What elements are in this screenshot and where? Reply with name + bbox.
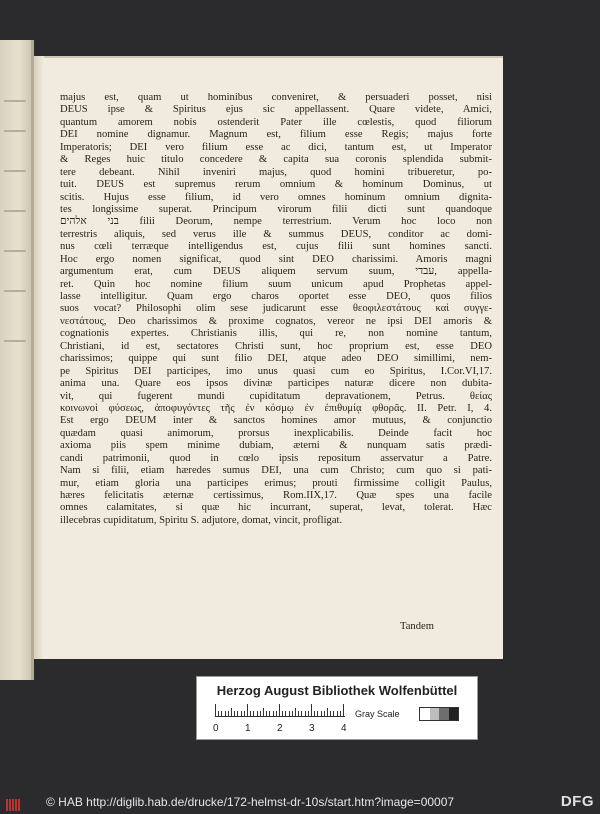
text-line: Est ergo DEUM inter & sanctos homines amor mutuus, & conjunctio [60,415,492,427]
text-line: & Reges huic titulo concedere & capita sua coronis splendida submit- [60,154,492,166]
text-line: DEUS ipse & Spiritus ejus sic appellassent. Quare videte, Amici, [60,104,492,116]
book-page [34,56,503,659]
text-line: hæres felicitatis æternæ certissimus, Rom.IIX,17. Quæ spes una facile [60,490,492,501]
scale-ruler [215,705,345,717]
catchword: Tandem [400,621,434,632]
text-line: quantum amorem nobis ostenderit Pater ille cœlestis, quod filiorum [60,116,492,128]
library-name: Herzog August Bibliothek Wolfenbüttel [216,683,458,698]
page-text-block [60,92,492,527]
text-line: Nam si filii, etiam hæredes sumus DEI, una cum Christo; cum quo si pati- [60,465,492,477]
hab-logo-icon [6,796,24,808]
gray-scale-swatches [419,707,459,721]
text-line: בני אלהים filii Deorum, nempe terrestrium. Verum hoc loco non [60,216,492,228]
text-line: tere debeant. Nihil inveniri majus, quod homini tribueretur, po- [60,166,492,178]
text-line: candi patrimonii, quod in cœlo ipsis repositum asservatur a Patre. [60,452,492,464]
text-line: suos vocat? Philosophi olim sese judicarunt esse θεοφιλεστάτους καὶ συγγε- [60,303,492,315]
text-line: κοινωνοὶ φύσεως, ἀποφυγόντες τῆς ἐν κόσμῳ ἐν ἐπιθυμίᾳ φθορᾶς. II. Petr. I, 4. [60,402,492,414]
text-line: Hoc ergo nomen significat, quod sint DEO charissimi. Amoris magni [60,253,492,265]
text-line: Imperatoris; DEI vero filium esse ac dici, tantum est, ut Imperator [60,141,492,153]
gray-scale-label: Gray Scale [355,709,400,719]
text-line: lasse intelligitur. Quam ergo charos oportet esse DEO, quos filios [60,291,492,302]
text-line: quædam quasi animorum, prorsus inexplicabilis. Deinde facit hoc [60,427,492,439]
library-color-card [196,676,478,740]
text-line: tes longissime superat. Principum virorum filii dicti sunt quandoque [60,203,492,215]
text-line: argumentum erat, cum DEUS aliquem servum suum, עבדי, appella- [60,266,493,278]
dfg-logo: DFG [560,793,594,810]
adjacent-page-edge [0,40,34,680]
text-line: cognationis expertes. Christianis illis, qui re, non nomine tantum, [60,328,492,340]
text-line: DEI nomine dignamur. Magnum est, filium esse Regis; majus forte [60,129,492,141]
text-line: ret. Quin hoc nomine filium suum unicum apud Prophetas appel- [60,278,492,290]
ruler-number: 2 [277,723,283,734]
footer-bar [0,790,600,814]
text-line: mur, etiam gloria una participes erimus; prouti firmissime colligit Paulus, [60,477,492,489]
text-line: νεστάτους, Deo charissimos & proxime cognatos, vereor ne ipsi DEI amoris & [60,315,492,327]
ruler-number: 3 [309,723,315,734]
ruler-number: 0 [213,723,219,734]
ruler-number: 1 [245,723,251,734]
text-line: axioma piis spem minime dubiam, æterni & nunquam satis prædi- [60,440,492,452]
text-line: terrestris aliquis, sed verus ille & summus DEUS, conditor ac domi- [60,228,492,240]
text-line: pe Spiritus DEI participes, imo unus quasi cum eo Spiritus, I.Cor.VI,17. [60,365,492,377]
text-line: anima una. Quare eos ipsos divinæ participes naturæ dicere non dubita- [60,378,492,390]
text-line: tuit. DEUS est supremus rerum omnium & hominum Dominus, ut [60,179,492,191]
text-line: charissimos; quippe qui sunt filio DEI, atque adeo DEO simillimi, nem- [60,353,492,365]
text-line: scitis. Hujus esse filium, id vero omnes hominum omnium dignita- [60,191,492,203]
text-line: omnes calamitates, si quæ hic incurrant, superat, levat, tolerat. Hæc [60,502,492,514]
text-line: illecebras cupiditatum, Spiritu S. adjutore, domat, vincit, profligat. [60,514,343,526]
text-line: Christiani, id est, sectatores Christi sunt, hoc proprium est, esse DEO [60,340,492,352]
text-line: nus cœli terræque intelligendus est, cujus filii sunt homines sancti. [60,241,492,253]
text-line: majus est, quam ut hominibus conveniret, & persuaderi posset, nisi [60,92,492,103]
copyright-url-link[interactable]: © HAB http://diglib.hab.de/drucke/172-helmst-dr-10s/start.htm?image=00007 [46,795,455,809]
text-line: vit, qui fugerent mundi cupiditatum depravationem, Petrus. θείας [60,390,492,402]
ruler-number: 4 [341,723,347,734]
